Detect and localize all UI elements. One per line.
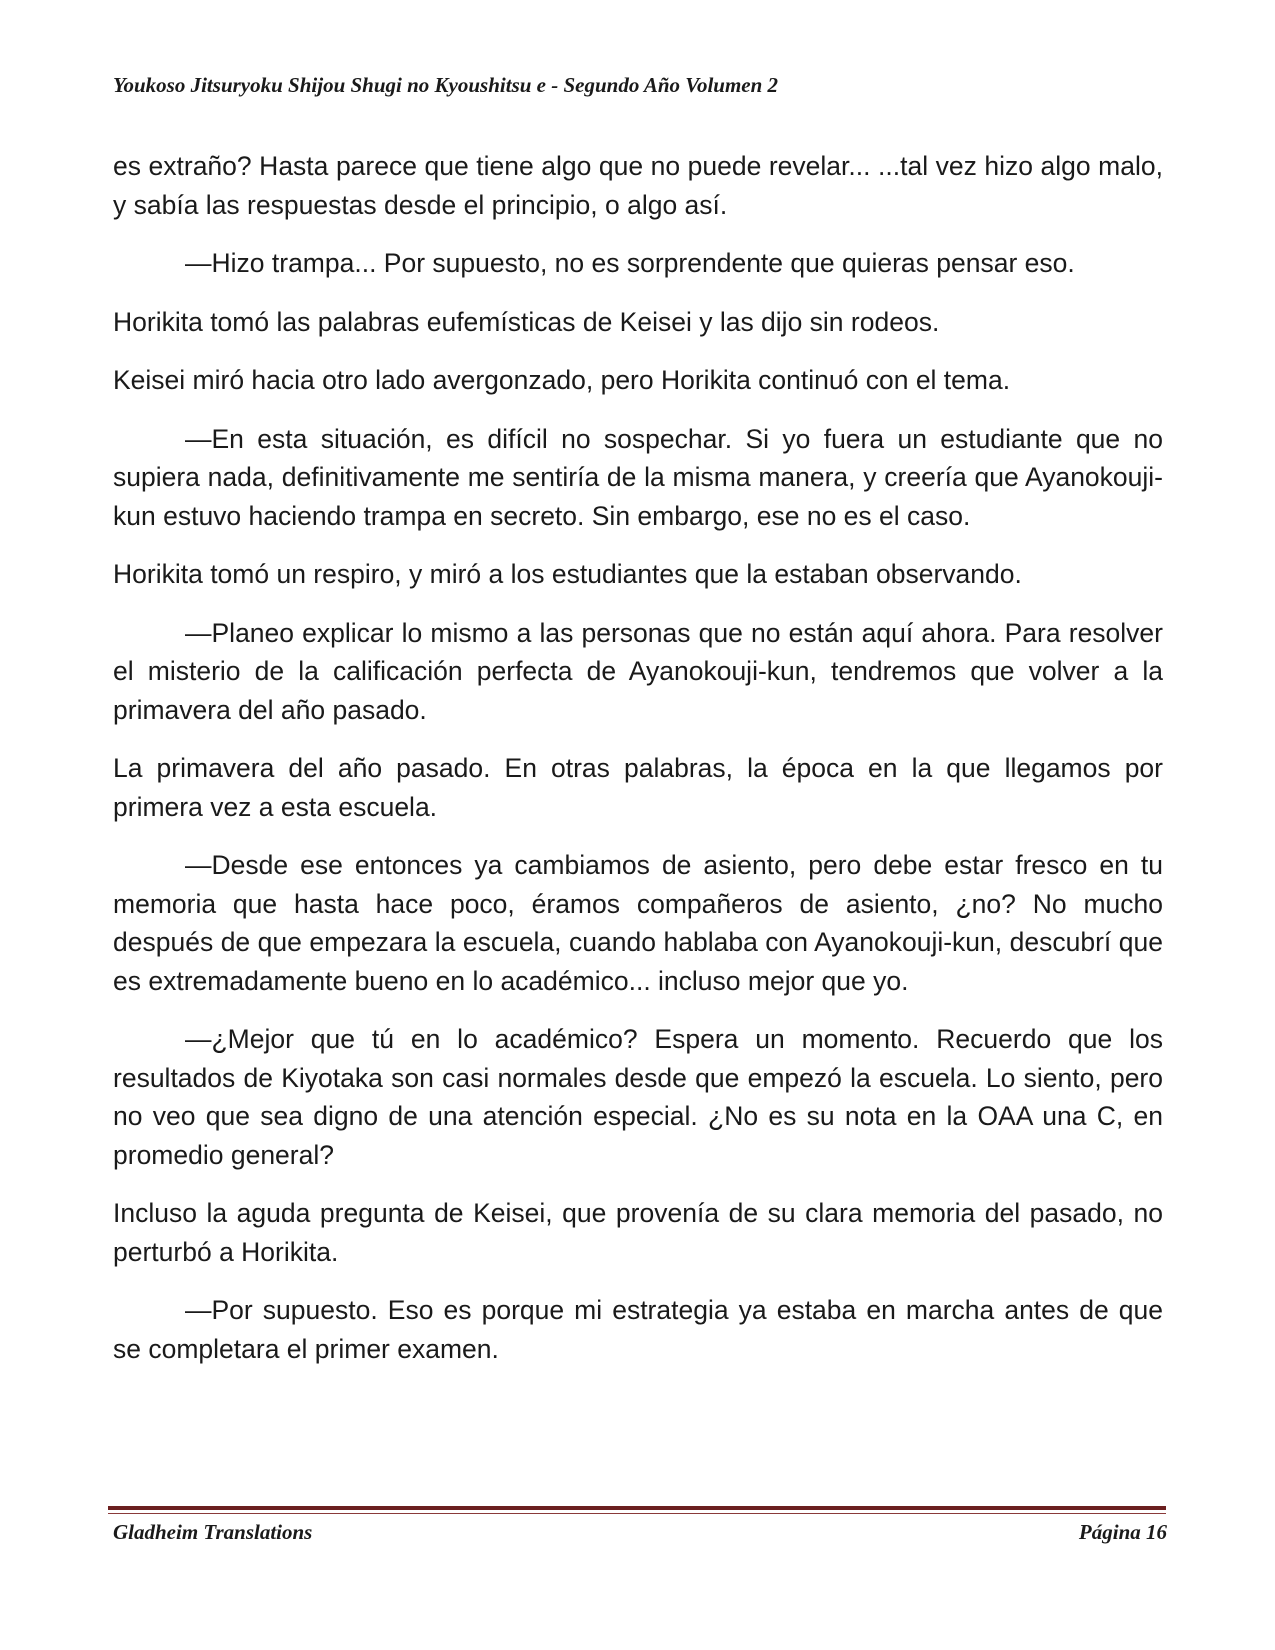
paragraph-narration: Horikita tomó un respiro, y miró a los estudiantes que la estaban observando. — [113, 559, 1022, 589]
paragraph-narration: Incluso la aguda pregunta de Keisei, que provenía de su clara memoria del pasado, no perturbó a Horikita. — [113, 1198, 1163, 1267]
page-body — [113, 147, 1163, 1388]
paragraph-narration: Keisei miró hacia otro lado avergonzado, pero Horikita continuó con el tema. — [113, 365, 1011, 395]
paragraph-dialogue: —¿Mejor que tú en lo académico? Espera un momento. Recuerdo que los resultados de Kiyotaka son casi normales desde que empezó la escuela. Lo siento, pero no veo que sea digno de una atención especial. ¿No es su nota en la OAA una C, en promedio general? — [113, 1024, 1163, 1170]
paragraph-dialogue: —Planeo explicar lo mismo a las personas que no están aquí ahora. Para resolver el misterio de la calificación perfecta de Ayanokouji-kun, tendremos que volver a la primavera del año pasado. — [113, 617, 1163, 725]
footer-divider-thin — [108, 1513, 1166, 1514]
paragraph-dialogue: —Desde ese entonces ya cambiamos de asiento, pero debe estar fresco en tu memoria que hasta hace poco, éramos compañeros de asiento, ¿no? No mucho después de que empezara la escuela, cuando hablaba con Ayanokouji-kun, descubrí que es extremadamente bueno en lo académico... incluso mejor que yo. — [113, 850, 1163, 996]
paragraph-dialogue: —Por supuesto. Eso es porque mi estrategia ya estaba en marcha antes de que se completara el primer examen. — [113, 1295, 1163, 1364]
paragraph-narration: Horikita tomó las palabras eufemísticas de Keisei y las dijo sin rodeos. — [113, 306, 940, 337]
paragraph-narration: La primavera del año pasado. En otras palabras, la época en la que llegamos por primera vez a esta escuela. — [113, 753, 1163, 822]
paragraph-dialogue: —En esta situación, es difícil no sospechar. Si yo fuera un estudiante que no supiera nada, definitivamente me sentiría de la misma manera, y creería que Ayanokouji-kun estuvo haciendo trampa en secreto. Sin embargo, ese no es el caso. — [113, 423, 1163, 531]
footer-divider — [108, 1506, 1166, 1510]
paragraph-narration: es extraño? Hasta parece que tiene algo que no puede revelar... ...tal vez hizo algo malo, y sabía las respuestas desde el principio, o algo así. — [113, 151, 1163, 220]
footer-publisher: Gladheim Translations — [113, 1520, 313, 1544]
page-number: Página 16 — [1078, 1520, 1167, 1544]
running-header: Youkoso Jitsuryoku Shijou Shugi no Kyoushitsu e - Segundo Año Volumen 2 — [113, 73, 779, 97]
paragraph-dialogue: —Hizo trampa... Por supuesto, no es sorprendente que quieras pensar eso. — [185, 248, 1075, 278]
